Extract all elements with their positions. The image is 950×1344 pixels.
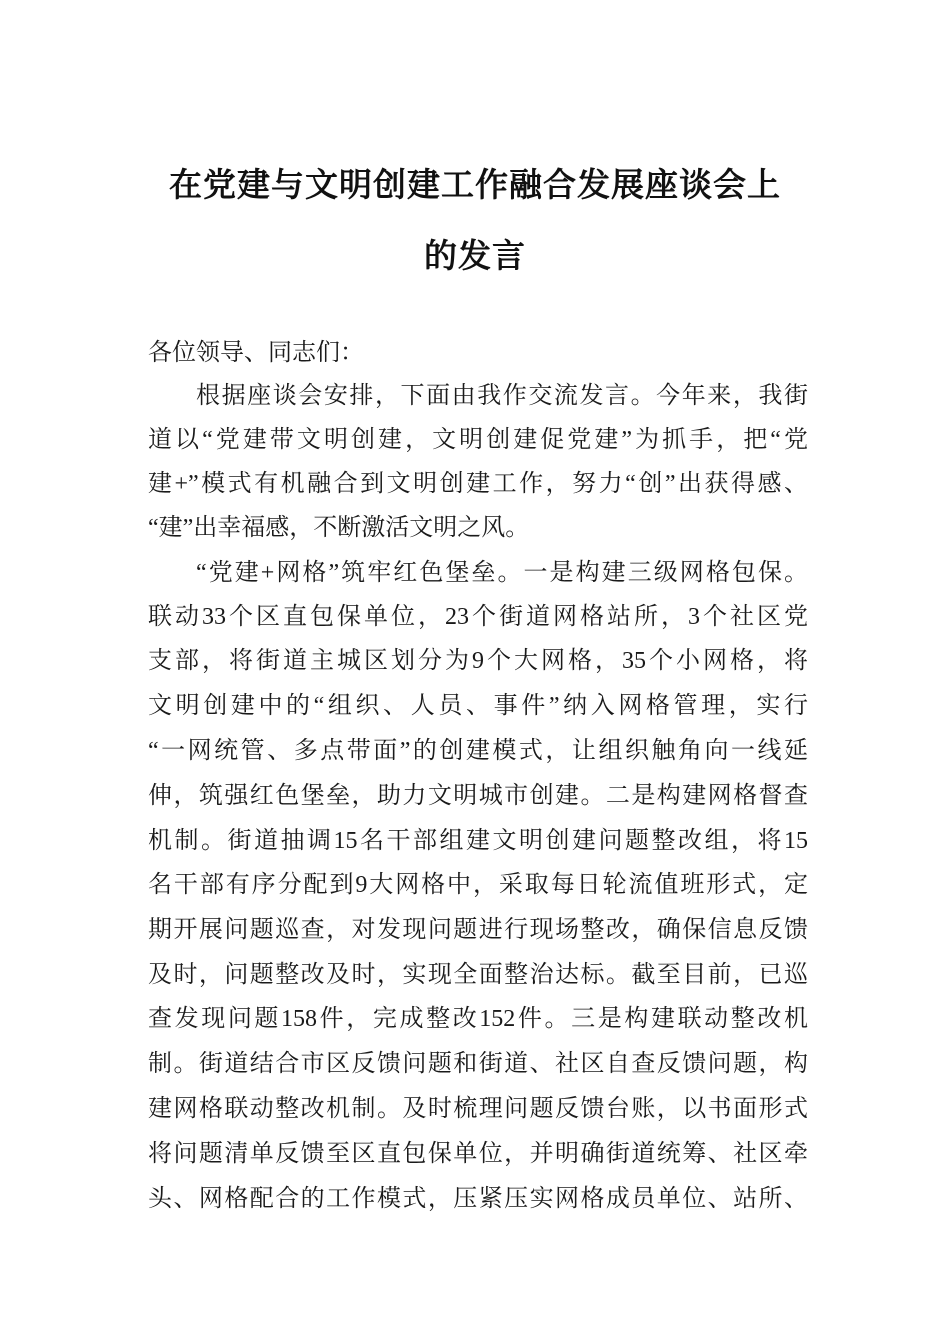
- paragraph-line: 建+”模式有机融合到文明创建工作，努力“创”出获得感、: [148, 471, 808, 497]
- paragraph-line: 名干部有序分配到9大网格中，采取每日轮流值班形式，定: [148, 872, 808, 898]
- paragraph-line: 支部，将街道主城区划分为9个大网格，35个小网格，将: [148, 648, 808, 674]
- document-title-line-2: 的发言: [424, 236, 526, 275]
- paragraph-line: “一网统管、多点带面”的创建模式，让组织触角向一线延: [148, 738, 808, 764]
- paragraph-line: 查发现问题158件，完成整改152件。三是构建联动整改机: [148, 1006, 808, 1032]
- paragraph-line: 伸，筑强红色堡垒，助力文明城市创建。二是构建网格督查: [148, 783, 808, 809]
- paragraph-line: 制。街道结合市区反馈问题和街道、社区自查反馈问题，构: [148, 1051, 808, 1077]
- paragraph-line: 头、网格配合的工作模式，压紧压实网格成员单位、站所、: [148, 1186, 808, 1212]
- salutation: 各位领导、同志们：: [148, 340, 364, 366]
- paragraph-line: 机制。街道抽调15名干部组建文明创建问题整改组，将15: [148, 828, 808, 854]
- paragraph-line: 联动33个区直包保单位，23个街道网格站所，3个社区党: [148, 604, 808, 630]
- document-title-line-1: 在党建与文明创建工作融合发展座谈会上: [169, 165, 781, 204]
- paragraph-line: 文明创建中的“组织、人员、事件”纳入网格管理，实行: [148, 693, 808, 719]
- paragraph-line: 建网格联动整改机制。及时梳理问题反馈台账，以书面形式: [148, 1096, 808, 1122]
- paragraph-line: 根据座谈会安排，下面由我作交流发言。今年来，我街: [196, 383, 808, 409]
- paragraph-line: “建”出幸福感，不断激活文明之风。: [148, 515, 530, 541]
- paragraph-line: 将问题清单反馈至区直包保单位，并明确街道统筹、社区牵: [148, 1141, 808, 1167]
- paragraph-line: 道以“党建带文明创建，文明创建促党建”为抓手，把“党: [148, 427, 808, 453]
- paragraph-line: 期开展问题巡查，对发现问题进行现场整改，确保信息反馈: [148, 917, 808, 943]
- paragraph-line: “党建+网格”筑牢红色堡垒。一是构建三级网格包保。: [196, 560, 808, 586]
- paragraph-line: 及时，问题整改及时，实现全面整治达标。截至目前，已巡: [148, 962, 808, 988]
